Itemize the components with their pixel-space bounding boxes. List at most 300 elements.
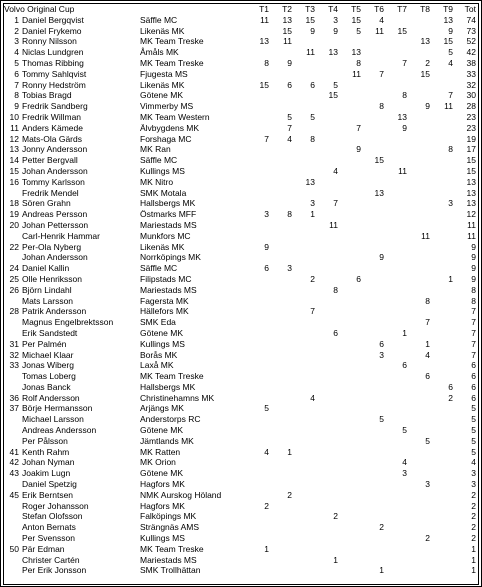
col-header-t3: T3 [305,4,315,14]
score-cell-t7: 9 [402,122,407,133]
club-cell: Norrköpings MK [140,252,201,263]
score-cell-t4 [315,382,338,393]
position-cell [4,425,22,436]
score-cell-t7: 15 [397,25,407,36]
score-cell-t5 [338,350,361,361]
club-cell: MK Team Treske [140,371,204,382]
score-cell-t9 [430,155,453,166]
score-cell-t9 [430,436,453,447]
score-cell-t3 [292,69,315,80]
score-cell-t3 [292,123,315,134]
rider-name-cell: Tommy Sahlqvist [22,68,87,79]
score-cell-t3 [292,490,315,501]
score-cell-t7: 7 [402,57,407,68]
score-cell-t9 [430,360,453,371]
score-cell-t7 [384,436,407,447]
score-cell-t5 [338,533,361,544]
score-cell-t3 [292,544,315,555]
position-cell: 3 [14,36,19,47]
total-cell: 73 [466,25,476,36]
score-cell-t6: 9 [379,252,384,263]
score-cell-t5 [338,403,361,414]
rider-name-cell: Johan Nyman [22,457,75,468]
score-cell-t4 [315,522,338,533]
score-cell-t9 [430,555,453,566]
score-cell-t5 [338,306,361,317]
club-cell: Kullings MS [140,533,185,544]
table-row [4,26,478,37]
score-cell-t8 [407,155,430,166]
score-cell-t8 [407,414,430,425]
table-row [4,414,478,425]
score-cell-t6 [361,317,384,328]
position-cell: 32 [9,349,19,360]
score-cell-t6 [361,544,384,555]
score-cell-t2 [269,166,292,177]
score-cell-t3: 2 [310,273,315,284]
club-cell: Säffle MC [140,155,178,166]
score-cell-t9 [430,371,453,382]
score-cell-t2 [269,468,292,479]
score-cell-t2: 4 [287,133,292,144]
score-cell-t7 [384,296,407,307]
total-cell: 8 [471,284,476,295]
score-cell-t7 [384,511,407,522]
rider-name-cell: Pär Edman [22,543,65,554]
score-cell-t9 [430,306,453,317]
score-cell-t4 [315,414,338,425]
score-cell-t9 [430,220,453,231]
table-row [4,447,478,458]
total-cell: 8 [471,295,476,306]
score-cell-t2 [269,90,292,101]
score-cell-t8: 2 [425,533,430,544]
score-cell-t9 [430,242,453,253]
score-cell-t5 [338,414,361,425]
club-cell: Munkfors MC [140,230,191,241]
score-cell-t3 [292,403,315,414]
score-cell-t1: 2 [264,500,269,511]
score-cell-t3 [292,242,315,253]
rider-name-cell: Olle Henriksson [22,273,82,284]
score-cell-t4 [315,101,338,112]
score-cell-t8 [407,468,430,479]
score-cell-t8: 1 [425,338,430,349]
position-cell [4,414,22,425]
score-cell-t7 [384,306,407,317]
club-cell: MK Nitro [140,176,174,187]
score-cell-t7 [384,317,407,328]
score-cell-t2 [269,339,292,350]
score-cell-t3 [292,155,315,166]
rider-name-cell: Christer Cartén [22,554,80,565]
score-cell-t5 [338,198,361,209]
score-cell-t9 [430,457,453,468]
rider-name-cell: Tomas Loberg [22,371,76,382]
score-cell-t2 [269,101,292,112]
score-cell-t1: 9 [264,241,269,252]
score-cell-t6 [361,393,384,404]
total-cell: 23 [466,122,476,133]
score-cell-t2 [269,242,292,253]
position-cell: 31 [9,338,19,349]
score-cell-t2 [269,403,292,414]
score-cell-t3: 11 [306,47,315,58]
score-cell-t3 [292,166,315,177]
score-cell-t7 [384,220,407,231]
score-cell-t4 [315,457,338,468]
score-cell-t8 [407,565,430,576]
score-cell-t5 [338,436,361,447]
table-row [4,490,478,501]
position-cell: 24 [9,263,19,274]
score-cell-t5: 8 [356,57,361,68]
score-cell-t2 [269,360,292,371]
score-cell-t4 [315,296,338,307]
score-cell-t9 [430,69,453,80]
score-cell-t4 [315,403,338,414]
score-cell-t9 [430,209,453,220]
score-cell-t6 [361,177,384,188]
score-cell-t7 [384,263,407,274]
table-row [4,188,478,199]
score-cell-t1 [252,339,269,350]
total-cell: 23 [466,111,476,122]
position-cell [4,252,22,263]
score-cell-t2 [269,252,292,263]
score-cell-t2 [269,231,292,242]
results-body [4,15,478,576]
total-cell: 30 [466,90,476,101]
score-cell-t4 [315,242,338,253]
score-cell-t7: 6 [402,360,407,371]
score-cell-t9 [430,544,453,555]
score-cell-t7 [384,350,407,361]
score-cell-t3: 4 [310,392,315,403]
table-row [4,479,478,490]
score-cell-t6 [361,274,384,285]
score-cell-t9 [430,285,453,296]
score-cell-t6: 8 [379,101,384,112]
score-cell-t4 [315,36,338,47]
score-cell-t1: 13 [259,36,269,47]
score-cell-t2: 5 [287,111,292,122]
club-cell: Östmarks MFF [140,209,197,220]
score-cell-t5 [338,166,361,177]
score-cell-t2 [269,457,292,468]
score-cell-t3: 7 [310,306,315,317]
page-title: Volvo Original Cup [4,4,75,14]
position-cell [4,436,22,447]
rider-name-cell: Tobias Bragd [22,90,72,101]
score-cell-t5 [338,360,361,371]
score-cell-t8 [407,306,430,317]
table-row [4,306,478,317]
rider-name-cell: Michael Klaar [22,349,74,360]
score-cell-t7 [384,15,407,26]
score-cell-t6 [361,371,384,382]
table-row [4,112,478,123]
score-cell-t6 [361,296,384,307]
score-cell-t1: 1 [264,543,269,554]
score-cell-t8 [407,90,430,101]
score-cell-t7 [384,231,407,242]
score-cell-t3 [292,339,315,350]
total-cell: 5 [471,414,476,425]
score-cell-t5 [338,393,361,404]
score-cell-t1 [252,177,269,188]
score-cell-t3 [292,501,315,512]
score-cell-t6 [361,144,384,155]
score-cell-t5 [338,80,361,91]
score-cell-t1 [252,436,269,447]
table-row [4,80,478,91]
score-cell-t6 [361,511,384,522]
table-row [4,457,478,468]
table-row [4,544,478,555]
club-cell: SMK Motala [140,187,187,198]
score-cell-t6 [361,447,384,458]
score-cell-t9 [430,112,453,123]
score-cell-t3 [292,90,315,101]
rider-name-cell: Fredrik Sandberg [22,101,88,112]
position-cell [4,555,22,566]
position-cell: 42 [9,457,19,468]
score-cell-t3: 5 [310,111,315,122]
score-cell-t1 [252,328,269,339]
total-cell: 52 [466,36,476,47]
score-cell-t4: 7 [333,198,338,209]
total-cell: 2 [471,500,476,511]
total-cell: 13 [466,198,476,209]
club-cell: NMK Aurskog Höland [140,489,222,500]
total-cell: 2 [471,489,476,500]
total-cell: 3 [471,479,476,490]
score-cell-t5: 6 [356,273,361,284]
score-cell-t9 [430,490,453,501]
score-cell-t6 [361,209,384,220]
score-cell-t1: 3 [264,209,269,220]
table-row [4,144,478,155]
score-cell-t4 [315,544,338,555]
table-row [4,209,478,220]
score-cell-t5 [338,457,361,468]
score-cell-t1 [252,69,269,80]
total-cell: 11 [467,219,476,230]
position-cell [4,479,22,490]
score-cell-t4 [315,393,338,404]
score-cell-t1 [252,220,269,231]
score-cell-t4 [315,209,338,220]
position-cell [4,296,22,307]
position-cell: 36 [9,392,19,403]
score-cell-t7 [384,490,407,501]
score-cell-t8 [407,544,430,555]
score-cell-t9 [430,252,453,263]
score-cell-t4 [315,144,338,155]
score-cell-t1 [252,457,269,468]
total-cell: 6 [471,371,476,382]
score-cell-t9 [430,403,453,414]
score-cell-t8 [407,285,430,296]
col-header-t8: T8 [420,4,430,14]
club-cell: SMK Trollhättan [140,565,201,576]
score-cell-t7 [384,382,407,393]
score-cell-t2 [269,285,292,296]
score-cell-t7 [384,555,407,566]
total-cell: 7 [471,349,476,360]
table-row [4,69,478,80]
score-cell-t5 [338,177,361,188]
score-cell-t2 [269,425,292,436]
score-cell-t3 [292,328,315,339]
club-cell: Mariestads MS [140,219,197,230]
score-cell-t5 [338,382,361,393]
rider-name-cell: Ronny Hedström [22,79,86,90]
score-cell-t5 [338,285,361,296]
total-cell: 1 [471,543,476,554]
score-cell-t1 [252,112,269,123]
total-cell: 19 [466,133,476,144]
score-cell-t6 [361,80,384,91]
score-cell-t4: 4 [333,165,338,176]
position-cell: 2 [14,25,19,36]
position-cell: 6 [14,68,19,79]
table-row [4,360,478,371]
rider-name-cell: Per Palmén [22,338,67,349]
score-cell-t4 [315,565,338,576]
rider-name-cell: Daniel Frykemo [22,25,82,36]
score-cell-t7 [384,544,407,555]
score-cell-t7 [384,252,407,263]
rider-name-cell: Rolf Andersson [22,392,80,403]
score-cell-t1: 6 [264,263,269,274]
score-cell-t7 [384,274,407,285]
score-cell-t5 [338,479,361,490]
score-cell-t5: 7 [356,122,361,133]
score-cell-t4 [315,350,338,361]
score-cell-t4 [315,306,338,317]
club-cell: Hallsbergs MK [140,381,196,392]
score-cell-t5 [338,36,361,47]
header-row [4,4,478,15]
col-header-t6: T6 [374,4,384,14]
club-cell: Hagfors MK [140,479,185,490]
col-header-t9: T9 [443,4,453,14]
position-cell: 25 [9,273,19,284]
score-cell-t7: 5 [402,425,407,436]
score-cell-t9 [430,296,453,307]
score-cell-t5 [338,544,361,555]
score-cell-t2 [269,511,292,522]
total-cell: 11 [467,230,476,241]
score-cell-t2 [269,533,292,544]
score-cell-t7: 1 [402,327,407,338]
score-cell-t4: 8 [333,284,338,295]
score-cell-t8: 9 [425,101,430,112]
total-cell: 6 [471,360,476,371]
score-cell-t4 [315,490,338,501]
table-row [4,134,478,145]
rider-name-cell: Johan Andersson [22,252,88,263]
score-cell-t3: 8 [310,133,315,144]
club-cell: Mariestads MS [140,554,197,565]
score-cell-t3 [292,425,315,436]
score-cell-t2 [269,328,292,339]
score-cell-t4: 15 [328,90,338,101]
position-cell: 12 [9,133,19,144]
score-cell-t7 [384,403,407,414]
total-cell: 5 [471,403,476,414]
score-cell-t1 [252,274,269,285]
table-row [4,177,478,188]
position-cell: 20 [9,219,19,230]
score-cell-t5 [338,112,361,123]
rider-name-cell: Fredrik Mendel [22,187,79,198]
score-cell-t7 [384,285,407,296]
score-cell-t2: 11 [283,36,292,47]
score-cell-t4 [315,134,338,145]
score-cell-t5 [338,371,361,382]
score-cell-t5 [338,328,361,339]
score-cell-t7: 3 [402,468,407,479]
score-cell-t2 [269,69,292,80]
total-cell: 33 [466,68,476,79]
score-cell-t5 [338,90,361,101]
score-cell-t6: 6 [379,338,384,349]
score-cell-t8 [407,457,430,468]
table-row [4,468,478,479]
score-cell-t6 [361,436,384,447]
score-cell-t3 [292,447,315,458]
score-cell-t8 [407,80,430,91]
score-cell-t3 [292,296,315,307]
score-cell-t8 [407,328,430,339]
score-cell-t7 [384,198,407,209]
position-cell: 1 [14,14,19,25]
score-cell-t7: 13 [397,111,407,122]
score-cell-t5 [338,242,361,253]
score-cell-t6: 11 [375,25,384,36]
score-cell-t8 [407,263,430,274]
score-cell-t6 [361,112,384,123]
score-cell-t7 [384,339,407,350]
score-cell-t4 [315,177,338,188]
score-cell-t9 [430,468,453,479]
score-cell-t5: 5 [356,25,361,36]
position-cell: 26 [9,284,19,295]
club-cell: Mariestads MS [140,284,197,295]
total-cell: 2 [471,511,476,522]
score-cell-t6: 4 [379,14,384,25]
score-cell-t2 [269,296,292,307]
score-cell-t9 [430,425,453,436]
score-cell-t9 [430,177,453,188]
score-cell-t1 [252,350,269,361]
score-cell-t9 [430,350,453,361]
score-cell-t1 [252,252,269,263]
total-cell: 4 [471,457,476,468]
score-cell-t5 [338,511,361,522]
score-cell-t7 [384,209,407,220]
table-row [4,328,478,339]
club-cell: Kullings MS [140,165,185,176]
club-cell: Forshaga MC [140,133,192,144]
club-cell: Likenäs MK [140,25,185,36]
results-panel [3,3,479,585]
score-cell-t5 [338,490,361,501]
table-row [4,403,478,414]
